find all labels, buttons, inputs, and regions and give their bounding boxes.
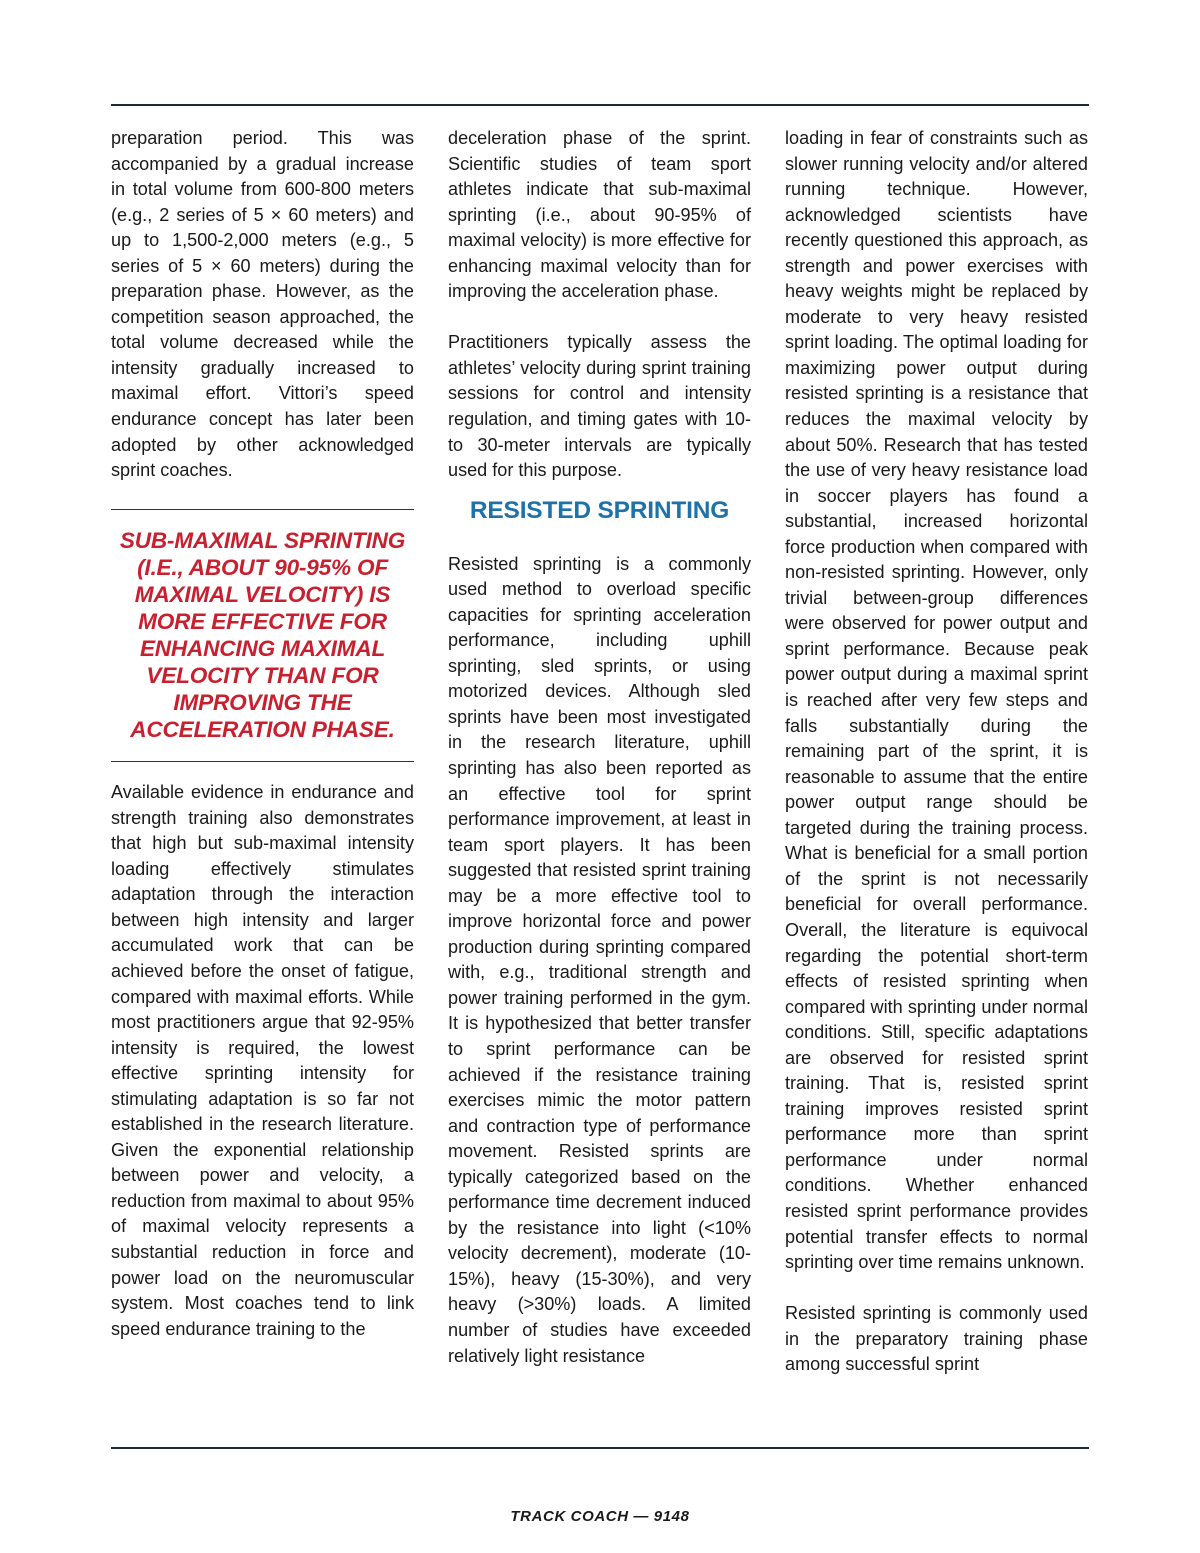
pull-quote: SUB-MAXIMAL SPRINTING (I.E., ABOUT 90-95% OF MAXIMAL VELOCITY) IS MORE EFFECTIVE FOR ENHANCING MAXIMAL VELOCITY THAN FOR IMPROVING THE ACCELERATION PHASE. xyxy=(119,528,406,743)
body-paragraph: preparation period. This was accompanied by a gradual increase in total volume from 600-800 meters (e.g., 2 series of 5 × 60 meters) and up to 1,500-2,000 meters (e.g., 5 series of 5 × 60 meters) during the preparation phase. However, as the competition season approached, the total volume decreased while the intensity gradually increased to maximal effort. Vittori’s speed endurance concept has later been adopted by other acknowledged sprint coaches. xyxy=(111,128,414,481)
column-1 xyxy=(111,126,414,1342)
page-footer: TRACK COACH — 9148 xyxy=(510,1508,690,1525)
bottom-rule xyxy=(111,1447,1089,1449)
body-paragraph: Practitioners typically assess the athletes’ velocity during sprint training sessions for control and intensity regulation, and timing gates with 10- to 30-meter intervals are typically used for this purpose. xyxy=(448,332,751,481)
top-rule xyxy=(111,104,1089,106)
column-2 xyxy=(448,126,751,1369)
column-3 xyxy=(785,126,1088,1378)
section-heading: RESISTED SPRINTING xyxy=(469,496,730,524)
body-paragraph: Available evidence in endurance and strength training also demonstrates that high but sub-maximal intensity loading effectively stimulates adaptation through the interaction between high intensity and larger accumulated work that can be achieved before the onset of fatigue, compared with maximal efforts. While most practitioners argue that 92-95% intensity is required, the lowest effective sprinting intensity for stimulating adaptation is so far not established in the research literature. Given the exponential relationship between power and velocity, a reduction from maximal to about 95% of maximal velocity represents a substantial reduction in force and power load on the neuromuscular system. Most coaches tend to link speed endurance training to the xyxy=(111,782,414,1339)
body-paragraph: Resisted sprinting is commonly used in the preparatory training phase among successful sprint xyxy=(785,1303,1088,1375)
body-paragraph: loading in fear of constraints such as slower running velocity and/or altered running technique. However, acknowledged scientists have recently questioned this approach, as strength and power exercises with heavy weights might be replaced by moderate to very heavy resisted sprint loading. The optimal loading for maximizing power output during resisted sprinting is a resistance that reduces the maximal velocity by about 50%. Research that has tested the use of very heavy resistance load in soccer players has found a substantial, increased horizontal force production when compared with non-resisted sprinting. However, only trivial between-group differences were observed for power output and sprint performance. Because peak power output during a maximal sprint is reached after very few steps and falls substantially during the remaining part of the sprint, it is reasonable to assume that the entire power output range should be targeted during the training process. What is beneficial for a small portion of the sprint is not necessarily beneficial for overall performance. Overall, the literature is equivocal regarding the potential short-term effects of resisted sprinting when compared with sprinting under normal conditions. Still, specific adaptations are observed for resisted sprint training. That is, resisted sprint training improves resisted sprint performance more than sprint performance under normal conditions. Whether enhanced resisted sprint performance provides potential transfer effects to normal sprinting over time remains unknown. xyxy=(785,128,1088,1273)
body-paragraph: deceleration phase of the sprint. Scientific studies of team sport athletes indicate that sub-maximal sprinting (i.e., about 90-95% of maximal velocity) is more effective for enhancing maximal velocity than for improving the acceleration phase. xyxy=(448,128,751,302)
pull-quote-box xyxy=(111,509,414,762)
body-paragraph: Resisted sprinting is a commonly used method to overload specific capacities for sprinting acceleration performance, including uphill sprinting, sled sprints, or using motorized devices. Although sled sprints have been most investigated in the research literature, uphill sprinting has also been reported as an effective tool for sprint performance improvement, at least in team sport players. It has been suggested that resisted sprint training may be a more effective tool to improve horizontal force and power production during sprinting compared with, e.g., traditional strength and power training performed in the gym. It is hypothesized that better transfer to sprint performance can be achieved if the resistance training exercises mimic the motor pattern and contraction type of performance movement. Resisted sprints are typically categorized based on the performance time decrement induced by the resistance into light (<10% velocity decrement), moderate (10-15%), heavy (15-30%), and very heavy (>30%) loads. A limited number of studies have exceeded relatively light resistance xyxy=(448,553,751,1366)
